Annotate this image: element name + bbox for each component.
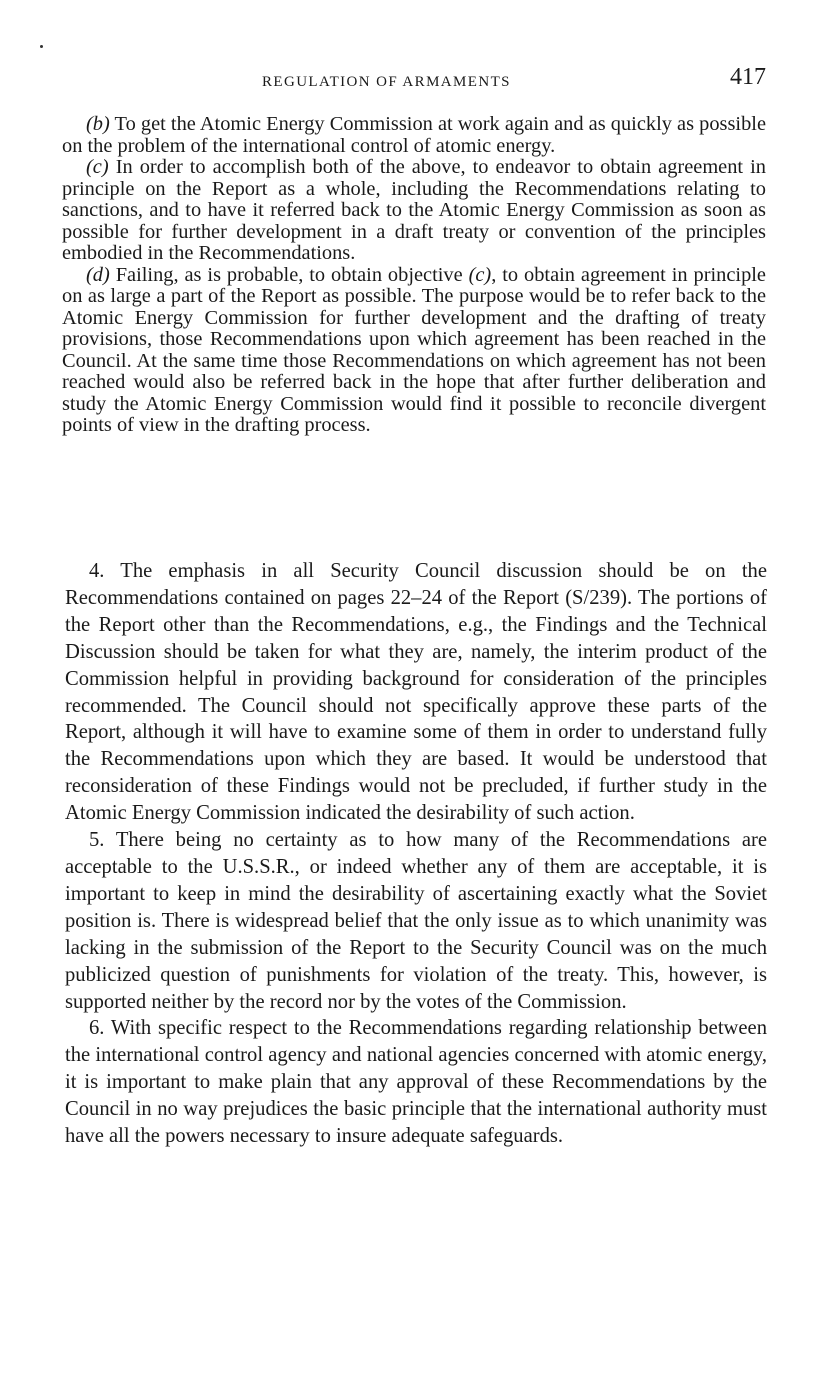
paragraph-d-inline-label: (c) — [468, 263, 492, 286]
paragraph-b — [62, 114, 766, 157]
paragraph-c-label: (c) — [86, 156, 109, 178]
numbered-paragraphs — [65, 558, 767, 1150]
paragraph-c — [62, 157, 766, 265]
paragraph-d-label: (d) — [86, 263, 110, 286]
paragraph-5: 5. There being no certainty as to how many of the Recommendations are acceptable to the U.S.S.R., or indeed whether any of them are acceptable, it is important to keep in mind the desirability of ascertaining exactly what the Soviet position is. There is widespread belief that the only issue as to which unanimity was lacking in the submission of the Report to the Security Council was on the much publicized question of punishments for violation of the treaty. This, however, is supported neither by the record nor by the votes of the Commission. — [65, 829, 767, 1013]
paragraph-b-text: To get the Atomic Energy Commission at work again and as quickly as possible on the problem of the international control of atomic energy. — [62, 113, 767, 157]
paragraph-6: 6. With specific respect to the Recommendations regarding relationship between the international control agency and national agencies concerned with atomic energy, it is important to make plain that any approval of these Recommendations by the Council in no way prejudices the basic principle that the international authority must have all the powers necessary to insure adequate safeguards. — [65, 1017, 767, 1148]
page-header — [62, 64, 766, 96]
paragraph-d-text-after: , to obtain agreement in principle on as large a part of the Report as possible. The purpose would be to refer back to the Atomic Energy Commission for further development and the drafting of treaty provisions, those Recommendations upon which agreement has been reached in the Council. At the same time those Recommendations on which agreement has not been reached would also be referred back in the hope that after further deliberation and study the Atomic Energy Commission would find it possible to reconcile divergent points of view in the drafting process. — [62, 263, 766, 436]
page-number: 417 — [730, 64, 766, 90]
running-head: REGULATION OF ARMAMENTS — [262, 74, 511, 90]
objectives-list — [62, 114, 766, 437]
paragraph-c-text: In order to accomplish both of the above, to endeavor to obtain agreement in principle on the Report as a whole, including the Recommendations relating to sanctions, and to have it referred back to the Atomic Energy Commission as soon as possible for further development in a draft treaty or convention of the principles embodied in the Recommendations. — [62, 156, 766, 264]
scan-speck — [40, 45, 43, 48]
paragraph-4: 4. The emphasis in all Security Council discussion should be on the Recommendations contained on pages 22–24 of the Report (S/239). The portions of the Report other than the Recommendations, e.g., the Findings and the Technical Discussion should be taken for what they are, namely, the interim product of the Commission helpful in providing background for consideration of the principles recommended. The Council should not specifically approve these parts of the Report, although it will have to examine some of them in order to understand fully the Recommendations upon which they are based. It would be understood that reconsideration of these Findings would not be precluded, if further study in the Atomic Energy Commission indicated the desirability of such action. — [65, 560, 767, 825]
paragraph-b-label: (b) — [86, 113, 110, 135]
paragraph-d-text-before: Failing, as is probable, to obtain objective — [115, 263, 463, 286]
paragraph-d — [62, 265, 766, 437]
